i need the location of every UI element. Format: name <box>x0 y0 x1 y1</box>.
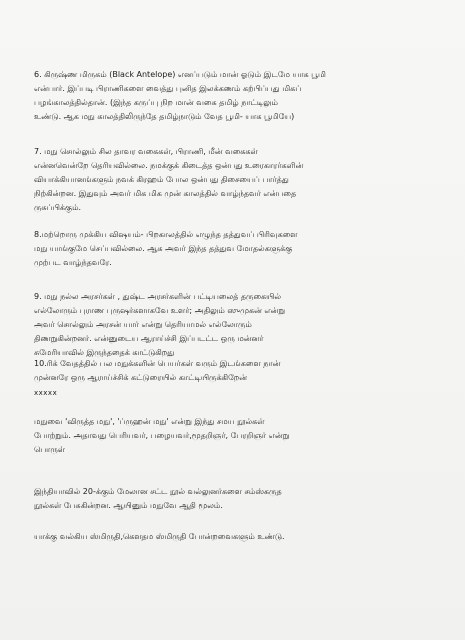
paragraph-7: 7. மநு சொல்லும் சில தாவர வகைகள், பிராணி, மீன் வகைகள் என்னவென்றே தெரியவில்லை. நமக்குக் கிடைத்த ஒன்பது உரைகாரர்களின் வியாக்கியானங்களும் நவக் கிரஹம் போல ஒன்பது திசையைப் பார்த்து நிற்கின்றன. இதுவும் அவர் மிக மிக முன் காலத்தில் வாழ்ந்தவர் என்பதை ருசுப்பிக்கும். <box>34 147 304 212</box>
paragraph-6: 6. கிருஷ்ண மிருகம் (Black Antelope) எனப்படும் மான் ஓடும் இடமே யாக பூமி என்பார். இப்படி பிராணிகளை வைத்து புனித இலக்கணம் கற்பிப்பது மிகப் பழங்காலத்தில்தான். (இந்த கருப்பு நிற மான் வகை தமிழ் நாட்டிலும் உண்டு. ஆக மநு காலத்திலிருந்தே தமிழ்நாடும் வேத பூமி- யாக பூமியே) <box>34 70 326 121</box>
section-separator: xxxxx <box>34 389 58 397</box>
paragraph-8: 8.மற்றொரு முக்கிய விஷயம்- பிறகாலத்தில் எழுந்த தத்துவப் பிரிவுகளை மநு யாங்குமே செப்பவில்லை. ஆக அவர் இந்த தத்துவ மோதல்களுக்கு முற்பட வாழ்ந்தவரே. <box>34 230 298 267</box>
paragraph-smritis: யாக்கு வல்கிய ஸ்மிருதி,கௌதம ஸ்மிருதி போன்றவைகளும் உண்டு. <box>34 532 285 541</box>
paragraph-9: 9. மநு நல்ல அரசர்கள் , துஷ்ட அரசர்களின் பட்டியலைத் தருகையில் எல்லோரும் புராண புருஷர்களாகவே உளர்; அதிலும் ஸுமுகன் என்று அவர் சொல்லும் அரசன் யார் என்று தெரியாமல் எல்லோரும் திணறுகின்றனர். என்னுடைய ஆராய்ச்சி இப்படட்ட ஒரு மன்னர் சுமேரியாவில் இருந்ததைக் காட்டுகிறது <box>34 292 286 357</box>
paragraph-manu-titles: மநுவை 'விருத்த மநு', 'ப்ருஹன் மநு' என்று இந்து சமய நூல்கள் போற்றும். அதாவது பெரியவர், பழையவர்,மூதறிஞர், பேரறிஞர் என்று பொருள் <box>34 417 290 454</box>
paragraph-10: 10.ரிக் வேதத்தில் பல மநுக்களின் பெயர்கள் வரும் இடங்களை நான் முன்னரே ஒரு ஆராய்ச்சிக் கட்டுரையில் காட்டியிருக்கிறேன் <box>34 359 281 382</box>
paragraph-law-books: இந்தியாவில் 20-க்கும் மேலான சட்ட நூல் வல்லுனர்களை சம்ஸ்கருத நூல்கள் பேசுகின்றன. ஆயினும் மநுவே ஆதி மூலம். <box>34 487 282 510</box>
